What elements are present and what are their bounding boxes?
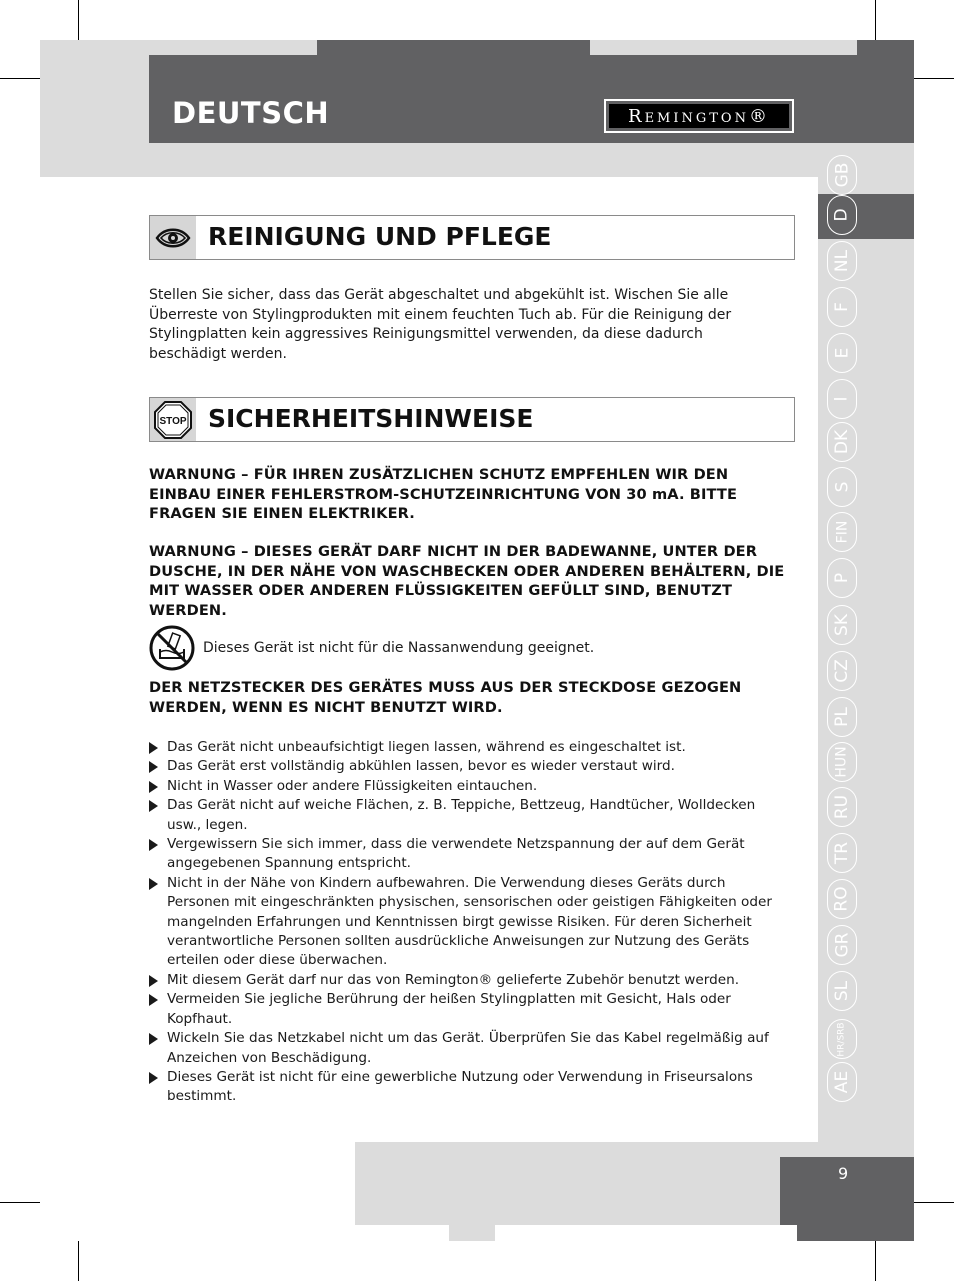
language-tab-ru[interactable] bbox=[827, 787, 857, 827]
language-tab-e[interactable] bbox=[827, 333, 857, 373]
safety-bullet-text: Das Gerät erst vollständig abkühlen lassen, bevor es wieder verstaut wird. bbox=[167, 758, 675, 775]
safety-bullet-text: Nicht in Wasser oder andere Flüssigkeiten eintauchen. bbox=[167, 777, 538, 794]
stop-icon bbox=[150, 398, 196, 441]
language-label: S bbox=[831, 481, 852, 493]
bullet-arrow-icon bbox=[149, 1072, 158, 1084]
safety-bullet bbox=[149, 1068, 779, 1107]
section-title-safety: SICHERHEITSHINWEISE bbox=[208, 404, 534, 433]
header-tab bbox=[857, 40, 914, 55]
safety-bullet bbox=[149, 777, 779, 796]
bullet-arrow-icon bbox=[149, 761, 158, 773]
language-tab-hr-srb[interactable] bbox=[827, 1019, 857, 1059]
eye-icon bbox=[150, 216, 196, 259]
bullet-arrow-icon bbox=[149, 781, 158, 793]
safety-bullet bbox=[149, 738, 779, 757]
safety-bullet bbox=[149, 835, 779, 874]
footer-tab bbox=[797, 1225, 914, 1241]
crop-mark bbox=[78, 0, 79, 40]
header-tab bbox=[317, 40, 590, 55]
crop-mark bbox=[875, 1241, 876, 1281]
section-title-care: REINIGUNG UND PFLEGE bbox=[208, 222, 552, 251]
language-label: HUN bbox=[834, 746, 850, 778]
language-tab-pl[interactable] bbox=[827, 697, 857, 737]
safety-bullet-text: Vergewissern Sie sich immer, dass die verwendete Netzspannung der auf dem Gerät angegebenen Spannung entspricht. bbox=[167, 836, 745, 872]
bullet-arrow-icon bbox=[149, 800, 158, 812]
safety-bullet-text: Vermeiden Sie jegliche Berührung der heißen Stylingplatten mit Gesicht, Hals oder Kopfhaut. bbox=[167, 991, 731, 1027]
bullet-arrow-icon bbox=[149, 994, 158, 1006]
footer-bg bbox=[355, 1142, 818, 1225]
care-paragraph: Stellen Sie sicher, dass das Gerät abgeschaltet und abgekühlt ist. Wischen Sie alle Überreste von Stylingprodukten mit einem feuchten Tuch ab. Für die Reinigung der Stylingplatten kein aggressives Reinigungsmittel verwenden, da diese dadurch beschädigt werden. bbox=[149, 287, 732, 362]
page-title: DEUTSCH bbox=[172, 96, 330, 130]
footer-tab bbox=[449, 1225, 495, 1241]
language-label: E bbox=[832, 347, 852, 359]
language-tab-f[interactable] bbox=[827, 287, 857, 327]
section-header-safety bbox=[149, 397, 795, 442]
crop-mark bbox=[0, 1202, 40, 1203]
bullet-arrow-icon bbox=[149, 839, 158, 851]
safety-bullet-text: Dieses Gerät ist nicht für eine gewerbliche Nutzung oder Verwendung in Friseursalons bestimmt. bbox=[167, 1068, 753, 1105]
bullet-arrow-icon bbox=[149, 1033, 158, 1045]
language-tab-dk[interactable] bbox=[827, 422, 857, 462]
language-label: GR bbox=[832, 932, 852, 958]
language-label: CZ bbox=[832, 659, 852, 683]
language-label: GB bbox=[832, 162, 852, 188]
language-tab-sl[interactable] bbox=[827, 971, 857, 1011]
language-label: SK bbox=[831, 614, 852, 636]
warning-water: WARNUNG – DIESES GERÄT DARF NICHT IN DER BADEWANNE, UNTER DER DUSCHE, IN DER NÄHE VON WASCHBECKEN ODER ANDEREN BEHÄLTERN, DIE MIT WASSER ODER ANDEREN FLÜSSIGKEITEN GEFÜLLT SIND, BENUTZT WERDEN. bbox=[149, 543, 785, 619]
language-tab-cz[interactable] bbox=[827, 651, 857, 691]
header-tab-gap bbox=[40, 40, 125, 55]
language-label: RO bbox=[831, 886, 852, 912]
crop-mark bbox=[0, 78, 40, 79]
language-label: RU bbox=[831, 794, 852, 820]
safety-bullet bbox=[149, 1029, 779, 1068]
safety-bullet bbox=[149, 874, 779, 971]
stop-icon-label: STOP bbox=[159, 415, 187, 427]
language-label: P bbox=[831, 572, 852, 584]
header-tab-gap bbox=[590, 40, 857, 55]
bullet-arrow-icon bbox=[149, 742, 158, 754]
safety-bullet-text: Wickeln Sie das Netzkabel nicht um das Gerät. Überprüfen Sie das Kabel regelmäßig auf Anzeichen von Beschädigung. bbox=[167, 1030, 769, 1066]
language-tab-i[interactable] bbox=[827, 379, 857, 419]
warning-rcd: WARNUNG – FÜR IHREN ZUSÄTZLICHEN SCHUTZ EMPFEHLEN WIR DEN EINBAU EINER FEHLERSTROM-SCHUTZEINRICHTUNG VON 30 mA. BITTE FRAGEN SIE EINEN ELEKTRIKER. bbox=[149, 466, 738, 522]
crop-mark bbox=[914, 78, 954, 79]
language-label: DK bbox=[832, 429, 852, 455]
language-tab-p[interactable] bbox=[827, 558, 857, 598]
page-number-box bbox=[780, 1157, 914, 1225]
safety-bullet-text: Das Gerät nicht unbeaufsichtigt liegen lassen, während es eingeschaltet ist. bbox=[167, 739, 686, 755]
safety-bullet-text: Mit diesem Gerät darf nur das von Remington® gelieferte Zubehör benutzt werden. bbox=[167, 971, 740, 988]
language-label: PL bbox=[831, 707, 852, 727]
language-tab-ro[interactable] bbox=[827, 879, 857, 919]
language-tab-gb[interactable] bbox=[827, 155, 857, 195]
section-header-care bbox=[149, 215, 795, 260]
language-tab-sk[interactable] bbox=[827, 605, 857, 645]
bullet-arrow-icon bbox=[149, 878, 158, 890]
language-tab-d[interactable] bbox=[827, 195, 857, 235]
safety-bullet bbox=[149, 757, 779, 776]
header-tab-gap bbox=[125, 40, 317, 55]
language-tab-hun[interactable] bbox=[827, 742, 857, 782]
language-label: HR/SRB bbox=[836, 1021, 847, 1057]
language-tab-ae[interactable] bbox=[827, 1062, 857, 1102]
language-label: F bbox=[832, 302, 852, 312]
language-label: NL bbox=[831, 249, 852, 273]
language-label: AE bbox=[832, 1070, 852, 1094]
safety-bullet-text: Das Gerät nicht auf weiche Flächen, z. B. Teppiche, Bettzeug, Handtücher, Wolldecken usw., legen. bbox=[167, 797, 756, 833]
warning-unplug: DER NETZSTECKER DES GERÄTES MUSS AUS DER STECKDOSE GEZOGEN WERDEN, WENN ES NICHT BENUTZT WIRD. bbox=[149, 679, 742, 716]
language-label: I bbox=[831, 396, 852, 402]
safety-bullet-text: Nicht in der Nähe von Kindern aufbewahren. Die Verwendung dieses Geräts durch Personen mit eingeschränkten physischen, sensorischen oder geistigen Fähigkeiten oder mangelnden Erfahrungen und Kenntnissen birgt gewisse Risiken. Für deren Sicherheit verantwortliche Personen sollten ausdrückliche Anweisungen zur Nutzung des Geräts erteilen oder diese überwachen. bbox=[167, 874, 772, 969]
safety-bullet bbox=[149, 796, 779, 835]
language-tab-fin[interactable] bbox=[827, 512, 857, 552]
no-water-icon bbox=[148, 624, 196, 672]
crop-mark bbox=[914, 1202, 954, 1203]
language-tab-s[interactable] bbox=[827, 467, 857, 507]
language-label: D bbox=[832, 208, 852, 222]
page-number: 9 bbox=[838, 1164, 849, 1183]
crop-mark bbox=[78, 1241, 79, 1281]
no-water-text: Dieses Gerät ist nicht für die Nassanwendung geeignet. bbox=[203, 640, 595, 656]
language-tab-gr[interactable] bbox=[827, 925, 857, 965]
language-label: FIN bbox=[834, 520, 850, 544]
language-tab-nl[interactable] bbox=[827, 241, 857, 281]
safety-bullet bbox=[149, 990, 779, 1029]
safety-bullet bbox=[149, 971, 779, 990]
crop-mark bbox=[875, 0, 876, 40]
safety-bullet-list bbox=[149, 738, 779, 1107]
language-label: TR bbox=[831, 841, 852, 865]
bullet-arrow-icon bbox=[149, 975, 158, 987]
brand-logo bbox=[604, 99, 794, 133]
brand-logo-text: Remington® bbox=[628, 105, 770, 127]
language-tab-tr[interactable] bbox=[827, 833, 857, 873]
language-label: SL bbox=[831, 980, 852, 1002]
